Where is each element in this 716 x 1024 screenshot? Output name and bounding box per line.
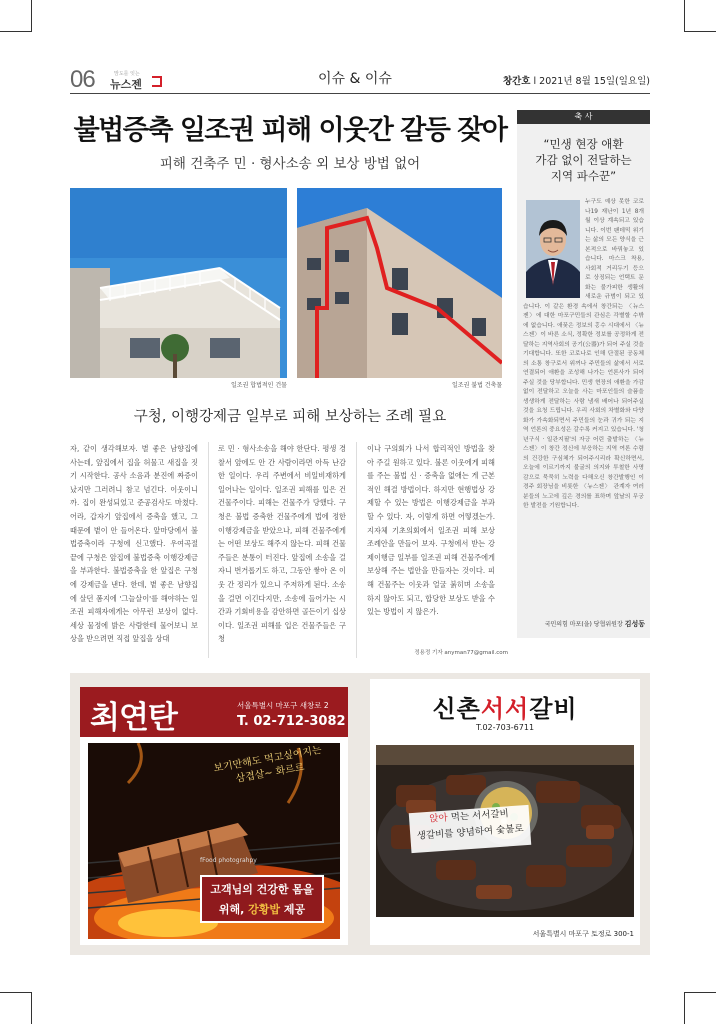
crop-mark-bottom-right bbox=[684, 992, 716, 1024]
article-headline: 불법증축 일조권 피해 이웃간 갈등 잦아 bbox=[73, 115, 507, 146]
logo-subtitle: 맘도를 잇는 bbox=[114, 71, 140, 77]
ad1-promo-post: 제공 bbox=[280, 903, 306, 916]
ad2-name-post: 갈비 bbox=[529, 695, 578, 723]
ad1-promo-line1: 고객님의 건강한 몸을 bbox=[210, 883, 314, 896]
section-title: 이슈 & 이슈 bbox=[318, 71, 392, 87]
photo-legal-building bbox=[70, 188, 287, 378]
issue-label: 창간호 bbox=[502, 76, 531, 87]
logo-mark-icon bbox=[152, 76, 162, 87]
column-divider bbox=[356, 442, 357, 658]
newspaper-logo bbox=[110, 70, 170, 90]
sidebar-quote: “민생 현장 애환 가감 없이 전달하는 지역 파수꾼” bbox=[535, 137, 632, 183]
sidebar-signature bbox=[517, 619, 645, 629]
sign-title: 국민의힘 마포(을) 당협위원장 bbox=[544, 621, 623, 628]
article-subhead: 피해 건축주 민 · 형사소송 외 보상 방법 없어 bbox=[159, 156, 421, 172]
ad2-name-highlight: 서서 bbox=[480, 695, 530, 723]
ad2-caption-post: 서서갈비 bbox=[471, 808, 510, 822]
ad2-address: 서울특별시 마포구 토정로 300-1 bbox=[532, 930, 634, 938]
ad2-caption bbox=[409, 805, 531, 853]
crop-mark-top-left bbox=[0, 0, 32, 32]
photo-left-caption: 일조권 합법적인 건물 bbox=[231, 382, 287, 389]
ad2-caption-line2: 생갈비를 양념하여 숯불로 bbox=[416, 823, 524, 842]
ad1-address: 서울특별시 마포구 새창로 2 bbox=[237, 701, 329, 710]
congratulatory-sidebar bbox=[517, 110, 650, 638]
issue-info bbox=[503, 73, 650, 87]
article-column-2: 로 민 · 형사소송을 해야 한단다. 평생 경찰서 앞에도 안 간 사람이라면 아득 난감한 일이다. 우리 주변에서 비일비재하게 일어나는 일이다. 일조권 피해를 입은 건 건물주이다. 피해는 건물주가 당했다. 구청은 불법 증축한 건물주에게 법에 정한 이행강제금을 받았으나, 피해 건물주에게는 어떤 보상도 해주지 않는다. 피해 건물주들은 분통이 터진다. 앞집에 소송을 걸자니 번거롭기도 하고, 그동안 쌓아 온 이웃 간 정리가 있으니 주저하게 된다. 소송을 걸면 이긴다지만, 소송에 들어가는 시간과 기회비용을 감안하면 골든이기 십상이다. 일조권 피해를 입은 건물주들은 구청 bbox=[218, 444, 346, 644]
ad1-header bbox=[80, 687, 348, 737]
ad-choiyeontan bbox=[80, 687, 348, 945]
issue-date: l 2021년 8월 15일(일요일) bbox=[530, 76, 650, 87]
ad2-caption-highlight: 앉아 bbox=[429, 812, 449, 825]
crop-mark-bottom-left bbox=[0, 992, 32, 1024]
ad2-caption-mid: 먹는 bbox=[447, 810, 473, 824]
column-divider bbox=[208, 442, 209, 658]
ad1-restaurant-name: 최연탄 bbox=[90, 700, 177, 736]
photo-right-caption: 일조권 불법 건축물 bbox=[452, 382, 503, 389]
ad1-promo-pre: 위해, bbox=[218, 903, 249, 916]
author-portrait bbox=[526, 200, 580, 298]
ad2-name-pre: 신촌 bbox=[432, 695, 481, 723]
article-byline: 정용정 기자 anyman77@gmail.com bbox=[414, 650, 508, 656]
sidebar-body: 누구도 예상 못한 코로나19 재난이 1년 8개월 이상 계속되고 있습니다. 이번 팬데믹 위기는 삶의 모든 양식을 근본적으로 바꿔놓고 있습니다. 마스크 착용, 사회적 거리두기 등으로 상징되는 언택트 문화는 불가피한 생활의 새로운 규범이 되고 있습니다. 이 같은 환경 속에서 창간되는 〈뉴스젠〉에 대한 마포구민들의 관심은 각별할 수밖에 없습니다. 애꿎은 정보의 홍수 시대에서 〈뉴스젠〉이 바른 소식, 정확한 정보를 공정하게 전달하는 지역사회의 공기(公器)가 되어 주실 것을 기대합니다. 또한 코로나로 인해 단절된 공동체의 소통 창구로서 위꺼나 주민들의 삶에서 서로 연결되어 애환을 조성해 나가는 언론사가 되어주실 것을 당부합니다. 민생 현장의 애환을 가감 없이 전달하고 오늘을 사는 마포인들의 슬픔을 생생하게 전달하는 사람 냄새 배어나 되어주실 것을 요청 드립니다. 우리 사회의 차별화와 다양화가 가속화되면서 주민들의 눈과 귀가 되는 지역 언론의 중요성은 갈수록 커지고 있습니다. '청년구식 · 일관지필'의 자긍 어린 출발하는 〈뉴스젠〉이 창간 정신에 부응하는 지역 여론 수렴의 건강한 구심체가 되어주시리라 확신하면서, 오늘에 이르기까지 불굴의 의지와 투철한 사명감으로 묵묵히 노력을 다해오신 창간발행인 이경주 회장님을 비롯한 〈뉴스젠〉 관계자 여러분들의 노고에 깊은 경의를 표하며 앞날의 무궁한 발전을 기원합니다. bbox=[523, 199, 644, 509]
article-column-3: 이나 구의회가 나서 합리적인 방법을 찾아 주길 원하고 있다. 불론 이웃에게 피해를 주는 불법 신 · 증축을 없애는 게 근본적인 해결 방법이다. 하지만 현행법상 강제할 수 있는 방법은 이행강제금을 부과할 수 있다. 자, 이렇게 하면 어떻겠는가. 지자체 기초의회에서 일조권 피해 보상 조례안을 만들어 보자. 구청에서 받는 강제이행금 일부를 일조권 피해 건물주에게 보상해 주는 법안을 만들자는 것이다. 피해 건물주는 이웃과 얼굴 붉히며 소송을 하지 않아도 되고, 합당한 보상도 받을 수 있는 방법이 지 않은가. bbox=[367, 444, 495, 617]
sidebar-title: 축 사 bbox=[517, 110, 650, 124]
article-column-1: 자, 같이 생각해보자. 별 좋은 남향집에 사는데, 앞집에서 집을 허물고 새집을 짓기 시작한다. 공사 소음과 분진에 짜증이 났지만 그러려니 참고 넘긴다. 이웃이니까. 집이 완성되었고 준공검사도 마쳤다. 어라, 갑자기 앞집에서 증축을 했고, 그 때문에 볕이 안 들어온다. 앞마당에서 불법증축이라 구청에 신고했다. 우여곡절 끝에 구청은 앞집에 불법증축 이행강제금을 부과한다. 불법증축을 한 앞집은 구청에 강제금을 낸다. 한데, 볕 좋은 남향집에 살던 폼지에 '그늘살이'를 해야하는 일조권 피해자에게는 아무런 보상이 없다. 세상 물정에 밝은 사람한테 물어보니 보상을 받으려면 직접 앞집을 상대 bbox=[70, 444, 198, 644]
logo-name: 뉴스젠 bbox=[110, 78, 142, 91]
article-midhead: 구청, 이행강제금 일부로 피해 보상하는 조례 필요 bbox=[133, 409, 447, 425]
ad2-phone: T.02-703-6711 bbox=[475, 723, 535, 732]
sign-name: 김성동 bbox=[624, 620, 645, 628]
ad-sinchon-seoseo-galbi bbox=[370, 679, 640, 945]
crop-mark-top-right bbox=[684, 0, 716, 32]
ad1-promo-highlight: 강황밥 bbox=[248, 903, 281, 916]
ad1-phone: T. 02-712-3082 bbox=[237, 714, 346, 729]
ad1-photo-credit: fFood photograhpy bbox=[200, 857, 257, 864]
ad2-restaurant-name bbox=[370, 689, 640, 724]
ad1-promo-box bbox=[200, 875, 324, 923]
page-number: 06 bbox=[70, 66, 95, 93]
ad1-promo-line2 bbox=[202, 900, 322, 920]
photo-illegal-building bbox=[297, 188, 502, 378]
ad-section bbox=[70, 673, 650, 955]
ad1-slogan: 보기만해도 먹고싶어지는 삼겹살~ 화르르 bbox=[212, 744, 323, 785]
page-header bbox=[70, 64, 650, 94]
